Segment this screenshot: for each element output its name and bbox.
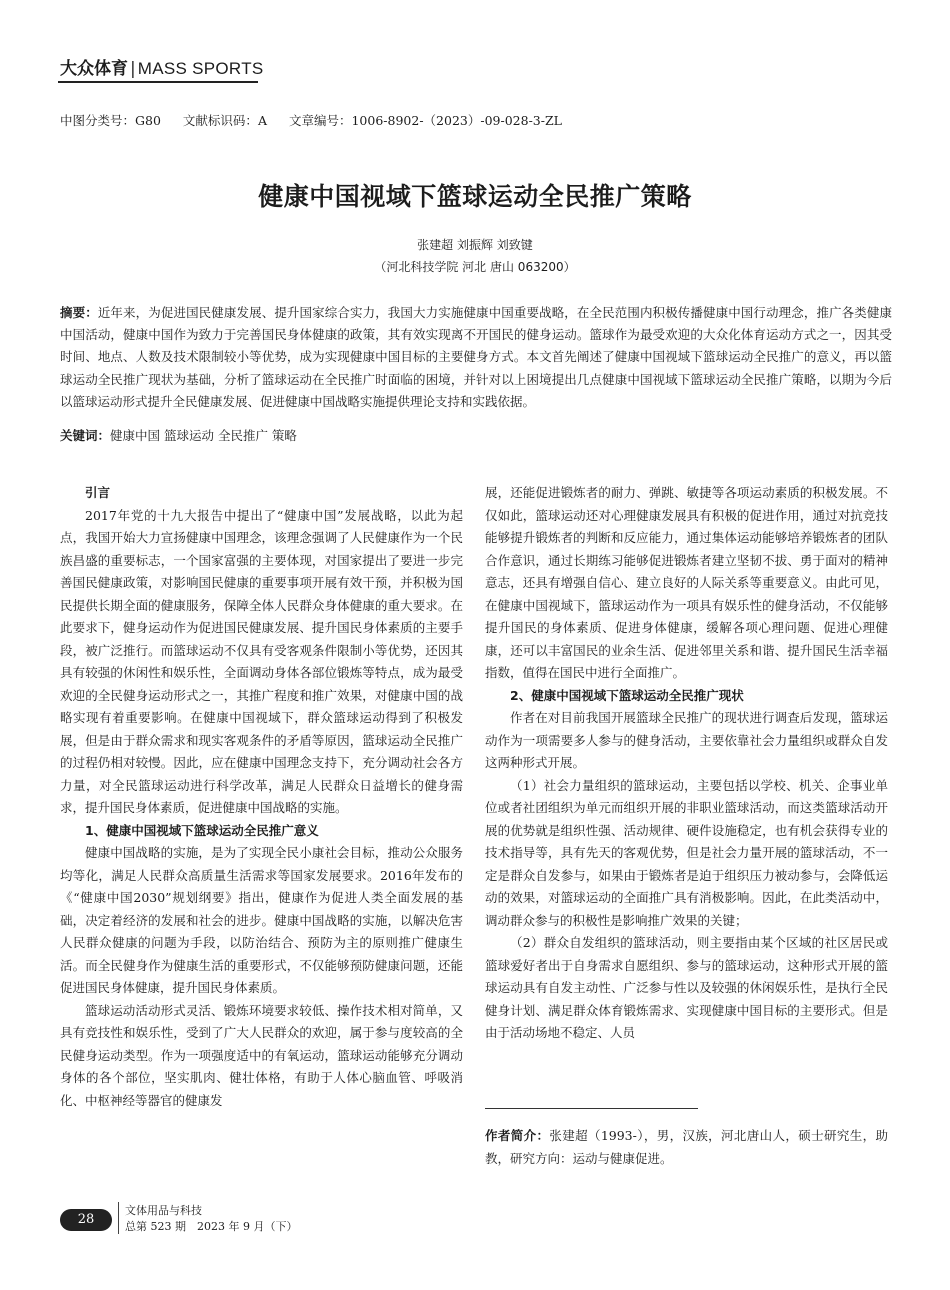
section-1-paragraph-1: 健康中国战略的实施，是为了实现全民小康社会目标，推动公众服务均等化，满足人民群众高质量生活需求等国家发展要求。2016年发布的《“健康中国2030”规划纲要》指出，健康作为促进人类全面发展的基础，决定着经济的发展和社会的进步。健康中国战略的实施，以解决危害人民群众健康的问题为手段，以防治结合、预防为主的原则推广健康生活。而全民健身作为健康生活的重要形式，不仅能够预防健康问题，还能促进国民身体健康，提升国民身体素质。	[60, 845, 463, 995]
author-intro-text: 张建超（1993-），男，汉族，河北唐山人，硕士研究生，助教，研究方向：运动与健康促进。	[485, 1128, 888, 1166]
classification-line	[60, 113, 562, 129]
abstract-label: 摘要：	[60, 305, 98, 320]
journal-name-en: MASS SPORTS	[137, 59, 264, 78]
paper-title: 健康中国视域下篮球运动全民推广策略	[258, 182, 692, 211]
author-intro-label: 作者简介：	[485, 1128, 550, 1143]
abstract-text: 近年来，为促进国民健康发展、提升国家综合实力，我国大力实施健康中国重要战略，在全民范围内积极传播健康中国行动理念，推广各类健康中国活动，健康中国作为致力于完善国民身体健康的政策，其有效实现离不开国民的健身运动。篮球作为最受欢迎的大众化体育运动方式之一，因其受时间、地点、人数及技术限制较小等优势，成为实现健康中国目标的主要健身方式。本文首先阐述了健康中国视域下篮球运动全民推广的意义，再以篮球运动全民推广现状为基础，分析了篮球运动在全民推广时面临的困境，并针对以上困境提出几点健康中国视域下篮球运动全民推广策略，以期为今后以篮球运动形式提升全民健康发展、促进健康中国战略实施提供理论支持和实践依据。	[60, 305, 892, 409]
journal-header	[60, 58, 264, 80]
intro-heading: 引言	[85, 485, 111, 500]
section-2-paragraph-3: （2）群众自发组织的篮球活动，则主要指由某个区域的社区居民或篮球爱好者出于自身需求自愿组织、参与的篮球运动，这种形式开展的篮球运动具有自发主动性、广泛参与性以及较强的休闲娱乐性，是执行全民健身计划、满足群众体育锻炼需求、实现健康中国目标的主要形式。但是由于活动场地不稳定、人员	[485, 935, 888, 1040]
footer-issue: 总第 523 期 2023 年 9 月（下）	[125, 1220, 298, 1233]
affiliation: （河北科技学院 河北 唐山 063200）	[374, 260, 576, 274]
section-1-paragraph-2: 篮球运动活动形式灵活、锻炼环境要求较低、操作技术相对简单，又具有竞技性和娱乐性，受到了广大人民群众的欢迎，属于参与度较高的全民健身运动类型。作为一项强度适中的有氧运动，篮球运动能够充分调动身体的各个部位，坚实肌肉、健壮体格，有助于人体心脑血管、呼吸消化、中枢神经等器官的健康发	[60, 1002, 463, 1108]
section-2-paragraph-1: 作者在对目前我国开展篮球全民推广的现状进行调查后发现，篮球运动作为一项需要多人参与的健身活动，主要依靠社会力量组织或群众自发这两种形式开展。	[485, 710, 888, 770]
doc-code-value: A	[257, 113, 267, 128]
keywords	[60, 426, 892, 446]
left-column	[60, 482, 463, 1112]
section-1-paragraph-2-continued: 展，还能促进锻炼者的耐力、弹跳、敏捷等各项运动素质的积极发展。不仅如此，篮球运动还对心理健康发展具有积极的促进作用，通过对抗竞技能够提升锻炼者的判断和反应能力，通过集体运动能够培养锻炼者的团队合作意识，通过长期练习能够促进锻炼者建立坚韧不拔、勇于面对的精神意志，还具有增强自信心、建立良好的人际关系等重要意义。由此可见，在健康中国视域下，篮球运动作为一项具有娱乐性的健身活动，不仅能够提升国民的身体素质、促进身体健康，缓解各项心理问题、促进心理健康，还可以丰富国民的业余生活、促进邻里关系和谐、提升国民生活幸福指数，值得在国民中进行全面推广。	[485, 485, 888, 680]
journal-name-cn: 大众体育	[60, 59, 128, 79]
intro-paragraph: 2017年党的十九大报告中提出了“健康中国”发展战略，以此为起点，我国开始大力宣扬健康中国理念，该理念强调了人民健康作为一个民族昌盛的重要标志，一个国家富强的主要体现，对国家提出了要进一步完善国民健康政策，对影响国民健康的重要事项开展有效干预，并积极为国民提供长期全面的健康服务，保障全体人民群众身体健康的重大要求。在此要求下，健身运动作为促进国民健康发展、提升国民身体素质的主要手段，被广泛推行。而篮球运动不仅具有受客观条件限制小等优势，还因其具有较强的休闲性和娱乐性，全面调动身体各部位锻炼等特点，成为最受欢迎的全民健身运动形式之一，其推广程度和推广效果，对健康中国的战略实现有着重要影响。在健康中国视域下，群众篮球运动得到了积极发展，但是由于群众需求和现实客观条件的矛盾等原因，篮球运动全民推广的过程仍相对较慢。因此，应在健康中国理念支持下，充分调动社会各方力量，对全民篮球运动进行科学改革，满足人民群众日益增长的健身需求，提升国民身体素质，促进健康中国战略的实施。	[60, 507, 463, 815]
authors: 张建超 刘振辉 刘致键	[417, 238, 533, 252]
clc-label: 中图分类号：	[60, 113, 136, 128]
header-separator: |	[130, 59, 136, 79]
article-no-value: 1006-8902-（2023）-09-028-3-ZL	[351, 113, 562, 128]
footer-journal-name: 文体用品与科技	[125, 1204, 202, 1217]
section-2-heading: 2、健康中国视域下篮球运动全民推广现状	[510, 687, 744, 703]
page-number: 28	[60, 1209, 112, 1231]
article-no-label: 文章编号：	[288, 113, 352, 128]
right-column	[485, 482, 888, 1045]
doc-code-label: 文献标识码：	[182, 113, 258, 128]
author-intro	[485, 1125, 888, 1170]
header-rule	[58, 81, 258, 83]
footer-divider	[118, 1202, 119, 1234]
section-2-paragraph-2: （1）社会力量组织的篮球运动，主要包括以学校、机关、企事业单位或者社团组织为单元而组织开展的非职业篮球活动，而这类篮球活动开展的优势就是组织性强、活动规律、硬件设施稳定，也有机会获得专业的技术指导等，具有先天的客观优势，但是社会力量开展的篮球活动，不一定是群众自发参与，如果由于锻炼者是迫于组织压力被动参与，会降低运动的效果，对篮球运动的全面推广具有消极影响。因此，在此类活动中，调动群众参与的积极性是影响推广效果的关键；	[485, 777, 888, 928]
footnote-rule	[485, 1108, 698, 1109]
abstract	[60, 302, 892, 413]
keywords-text: 健康中国 篮球运动 全民推广 策略	[110, 428, 297, 443]
clc-value: G80	[135, 113, 161, 128]
section-1-heading: 1、健康中国视域下篮球运动全民推广意义	[85, 822, 319, 838]
keywords-label: 关键词：	[60, 428, 111, 443]
